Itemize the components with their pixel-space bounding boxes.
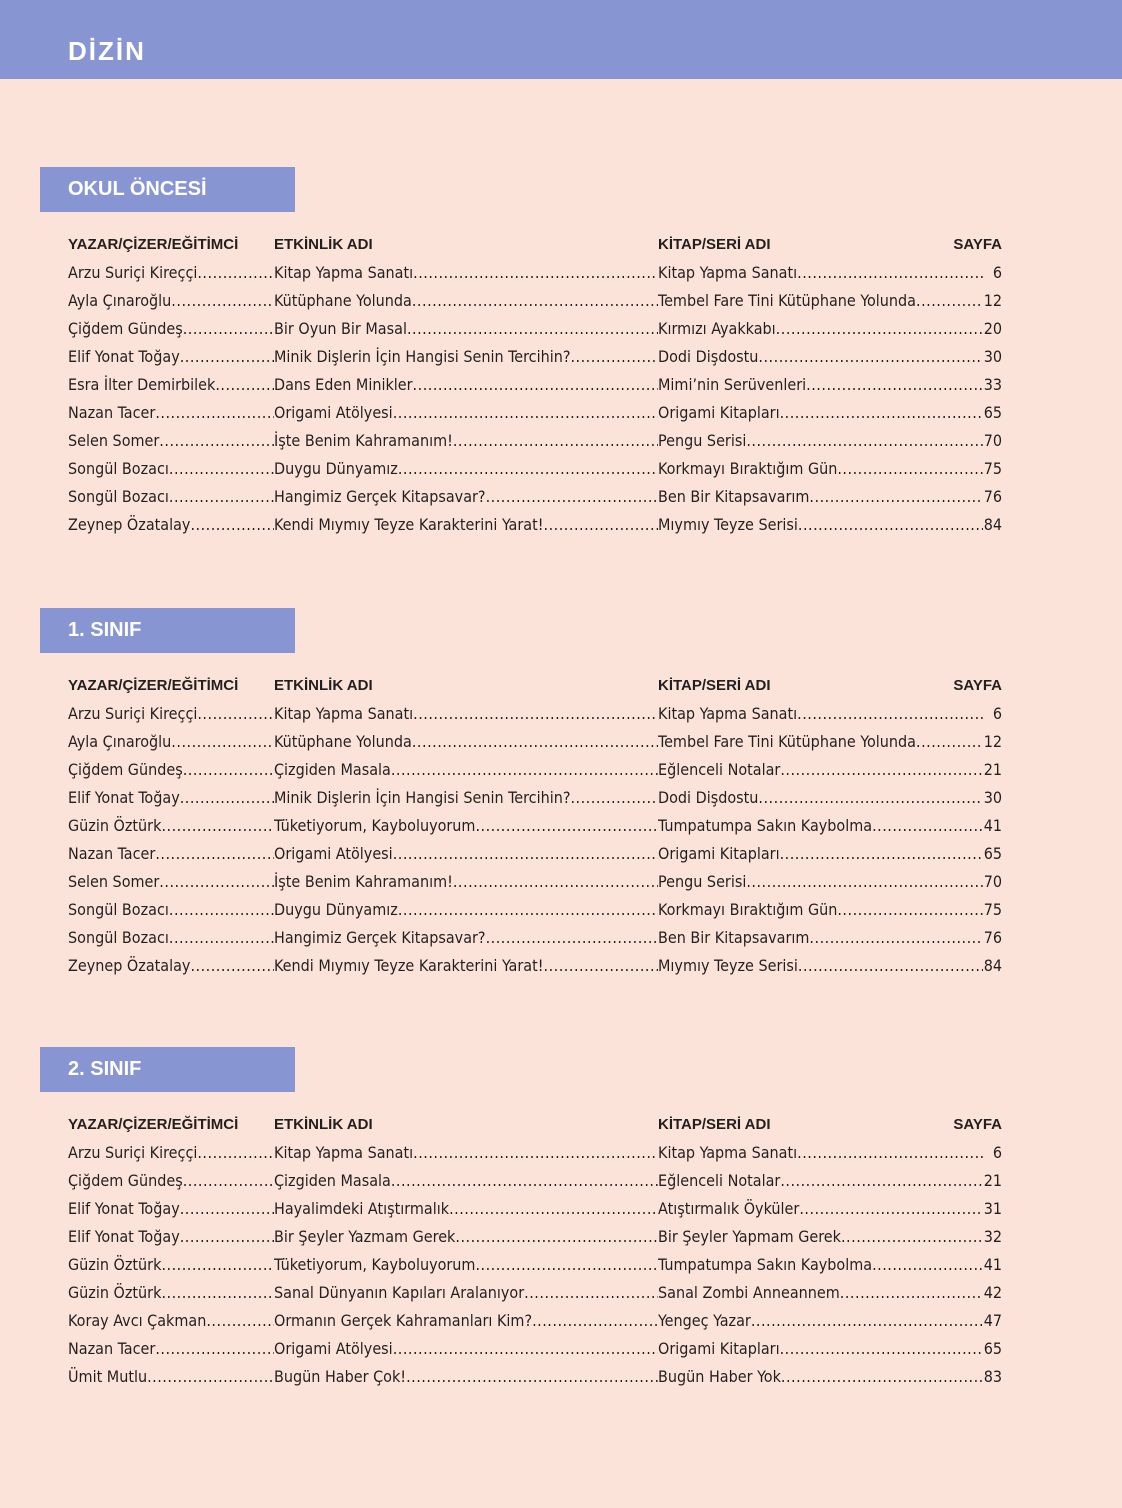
header-bar	[0, 0, 1122, 79]
cell-book: Yengeç Yazar .....	[658, 1307, 983, 1335]
cell-book: Kitap Yapma Sanatı .....	[658, 1139, 983, 1167]
cell-page: 6	[992, 1143, 1002, 1162]
cell-activity: Duygu Dünyamız .....	[274, 896, 658, 924]
column-header-page: SAYFA	[953, 236, 1002, 253]
table-row	[68, 952, 1002, 980]
cell-activity: Minik Dişlerin İçin Hangisi Senin Tercihin? .....	[274, 343, 658, 371]
table-row	[68, 1167, 1002, 1195]
table-row	[68, 1363, 1002, 1391]
cell-page: 65	[983, 1339, 1002, 1358]
cell-author: Esra İlter Demirbilek .....	[68, 371, 274, 399]
cell-book: Mıymıy Teyze Serisi .....	[658, 511, 983, 539]
cell-author: Songül Bozacı .....	[68, 455, 274, 483]
cell-page: 42	[983, 1283, 1002, 1302]
column-header-author: YAZAR/ÇİZER/EĞİTİMCİ	[68, 236, 239, 253]
table-row	[68, 343, 1002, 371]
cell-author: Arzu Suriçi Kireççi .....	[68, 1139, 274, 1167]
cell-author: Selen Somer .....	[68, 868, 274, 896]
index-table	[68, 1111, 1002, 1391]
cell-author: Elif Yonat Toğay .....	[68, 343, 274, 371]
table-row	[68, 399, 1002, 427]
cell-book: Bir Şeyler Yapmam Gerek .....	[658, 1223, 983, 1251]
column-header-activity: ETKİNLİK ADI	[274, 677, 373, 694]
table-row	[68, 315, 1002, 343]
cell-activity: Kütüphane Yolunda .....	[274, 287, 658, 315]
cell-book: Korkmayı Bıraktığım Gün .....	[658, 896, 983, 924]
cell-author: Çiğdem Gündeş .....	[68, 756, 274, 784]
cell-author: Arzu Suriçi Kireççi .....	[68, 700, 274, 728]
table-row	[68, 1251, 1002, 1279]
cell-page: 75	[983, 900, 1002, 919]
cell-author: Songül Bozacı .....	[68, 924, 274, 952]
table-row	[68, 784, 1002, 812]
cell-book: Tembel Fare Tini Kütüphane Yolunda .....	[658, 728, 983, 756]
cell-author: Songül Bozacı .....	[68, 896, 274, 924]
table-row	[68, 868, 1002, 896]
cell-page: 31	[983, 1199, 1002, 1218]
cell-page: 65	[983, 403, 1002, 422]
page-title: DİZİN	[68, 36, 146, 66]
cell-book: Origami Kitapları .....	[658, 399, 983, 427]
cell-activity: Bugün Haber Çok! .....	[274, 1363, 658, 1391]
table-row	[68, 1335, 1002, 1363]
cell-author: Ümit Mutlu .....	[68, 1363, 274, 1391]
cell-page: 6	[992, 704, 1002, 723]
cell-author: Koray Avcı Çakman .....	[68, 1307, 274, 1335]
cell-activity: Kendi Mıymıy Teyze Karakterini Yarat! .....	[274, 952, 658, 980]
cell-activity: Minik Dişlerin İçin Hangisi Senin Tercihin? .....	[274, 784, 658, 812]
cell-page: 30	[983, 347, 1002, 366]
cell-page: 47	[983, 1311, 1002, 1330]
cell-book: Tumpatumpa Sakın Kaybolma .....	[658, 812, 983, 840]
cell-author: Çiğdem Gündeş .....	[68, 315, 274, 343]
cell-author: Songül Bozacı .....	[68, 483, 274, 511]
table-row	[68, 287, 1002, 315]
cell-book: Kitap Yapma Sanatı .....	[658, 700, 983, 728]
cell-page: 75	[983, 459, 1002, 478]
column-header-author: YAZAR/ÇİZER/EĞİTİMCİ	[68, 677, 239, 694]
cell-page: 84	[983, 515, 1002, 534]
cell-book: Eğlenceli Notalar .....	[658, 756, 983, 784]
cell-author: Elif Yonat Toğay .....	[68, 1195, 274, 1223]
column-header-book: KİTAP/SERİ ADI	[658, 236, 771, 253]
cell-page: 12	[983, 732, 1002, 751]
cell-book: Origami Kitapları .....	[658, 1335, 983, 1363]
cell-author: Elif Yonat Toğay .....	[68, 784, 274, 812]
cell-activity: Kütüphane Yolunda .....	[274, 728, 658, 756]
cell-activity: Duygu Dünyamız .....	[274, 455, 658, 483]
cell-book: Tembel Fare Tini Kütüphane Yolunda .....	[658, 287, 983, 315]
column-header-activity: ETKİNLİK ADI	[274, 1116, 373, 1133]
cell-activity: Origami Atölyesi .....	[274, 840, 658, 868]
cell-book: Mıymıy Teyze Serisi .....	[658, 952, 983, 980]
cell-author: Çiğdem Gündeş .....	[68, 1167, 274, 1195]
table-row	[68, 1307, 1002, 1335]
table-row	[68, 259, 1002, 287]
cell-book: Ben Bir Kitapsavarım .....	[658, 483, 983, 511]
index-table	[68, 672, 1002, 980]
cell-book: Kırmızı Ayakkabı .....	[658, 315, 983, 343]
cell-activity: Tüketiyorum, Kayboluyorum .....	[274, 812, 658, 840]
cell-activity: Origami Atölyesi .....	[274, 1335, 658, 1363]
cell-page: 6	[992, 263, 1002, 282]
cell-page: 21	[983, 760, 1002, 779]
cell-activity: Kitap Yapma Sanatı .....	[274, 259, 658, 287]
cell-book: Pengu Serisi .....	[658, 868, 983, 896]
cell-author: Nazan Tacer .....	[68, 1335, 274, 1363]
cell-page: 12	[983, 291, 1002, 310]
cell-author: Güzin Öztürk .....	[68, 812, 274, 840]
cell-activity: Hangimiz Gerçek Kitapsavar? .....	[274, 924, 658, 952]
column-header-activity: ETKİNLİK ADI	[274, 236, 373, 253]
cell-author: Selen Somer .....	[68, 427, 274, 455]
cell-page: 70	[983, 872, 1002, 891]
cell-book: Dodi Dişdostu .....	[658, 343, 983, 371]
cell-book: Eğlenceli Notalar .....	[658, 1167, 983, 1195]
cell-activity: Sanal Dünyanın Kapıları Aralanıyor .....	[274, 1279, 658, 1307]
cell-author: Güzin Öztürk .....	[68, 1279, 274, 1307]
cell-activity: Kitap Yapma Sanatı .....	[274, 700, 658, 728]
cell-book: Dodi Dişdostu .....	[658, 784, 983, 812]
column-header-page: SAYFA	[953, 1116, 1002, 1133]
cell-book: Sanal Zombi Anneannem .....	[658, 1279, 983, 1307]
table-header-row	[68, 672, 1002, 700]
cell-page: 76	[983, 487, 1002, 506]
cell-author: Arzu Suriçi Kireççi .....	[68, 259, 274, 287]
cell-activity: Bir Oyun Bir Masal .....	[274, 315, 658, 343]
cell-book: Korkmayı Bıraktığım Gün .....	[658, 455, 983, 483]
cell-book: Kitap Yapma Sanatı .....	[658, 259, 983, 287]
cell-activity: Çizgiden Masala .....	[274, 1167, 658, 1195]
table-row	[68, 924, 1002, 952]
table-row	[68, 1195, 1002, 1223]
cell-activity: İşte Benim Kahramanım! .....	[274, 868, 658, 896]
cell-book: Bugün Haber Yok .....	[658, 1363, 983, 1391]
table-row	[68, 511, 1002, 539]
table-header-row	[68, 1111, 1002, 1139]
cell-author: Elif Yonat Toğay .....	[68, 1223, 274, 1251]
cell-page: 32	[983, 1227, 1002, 1246]
table-row	[68, 700, 1002, 728]
table-row	[68, 812, 1002, 840]
cell-activity: Çizgiden Masala .....	[274, 756, 658, 784]
cell-page: 33	[983, 375, 1002, 394]
cell-book: Pengu Serisi .....	[658, 427, 983, 455]
table-row	[68, 1223, 1002, 1251]
table-row	[68, 427, 1002, 455]
cell-book: Atıştırmalık Öyküler .....	[658, 1195, 983, 1223]
cell-activity: Hangimiz Gerçek Kitapsavar? .....	[274, 483, 658, 511]
cell-page: 83	[983, 1367, 1002, 1386]
cell-activity: Kitap Yapma Sanatı .....	[274, 1139, 658, 1167]
cell-author: Ayla Çınaroğlu .....	[68, 287, 274, 315]
cell-activity: Hayalimdeki Atıştırmalık .....	[274, 1195, 658, 1223]
cell-page: 21	[983, 1171, 1002, 1190]
cell-page: 41	[983, 816, 1002, 835]
table-row	[68, 756, 1002, 784]
column-header-book: KİTAP/SERİ ADI	[658, 1116, 771, 1133]
cell-author: Nazan Tacer .....	[68, 840, 274, 868]
table-row	[68, 455, 1002, 483]
cell-page: 84	[983, 956, 1002, 975]
section-title: OKUL ÖNCESİ	[40, 167, 295, 212]
cell-book: Ben Bir Kitapsavarım .....	[658, 924, 983, 952]
index-table	[68, 231, 1002, 539]
section-title: 1. SINIF	[40, 608, 295, 653]
cell-page: 20	[983, 319, 1002, 338]
table-row	[68, 896, 1002, 924]
cell-page: 41	[983, 1255, 1002, 1274]
cell-book: Origami Kitapları .....	[658, 840, 983, 868]
column-header-author: YAZAR/ÇİZER/EĞİTİMCİ	[68, 1116, 239, 1133]
table-row	[68, 371, 1002, 399]
cell-author: Nazan Tacer .....	[68, 399, 274, 427]
cell-activity: Tüketiyorum, Kayboluyorum .....	[274, 1251, 658, 1279]
cell-activity: İşte Benim Kahramanım! .....	[274, 427, 658, 455]
table-row	[68, 1139, 1002, 1167]
table-row	[68, 1279, 1002, 1307]
cell-activity: Dans Eden Minikler .....	[274, 371, 658, 399]
table-row	[68, 728, 1002, 756]
cell-page: 76	[983, 928, 1002, 947]
column-header-page: SAYFA	[953, 677, 1002, 694]
column-header-book: KİTAP/SERİ ADI	[658, 677, 771, 694]
cell-page: 70	[983, 431, 1002, 450]
section-title: 2. SINIF	[40, 1047, 295, 1092]
cell-book: Tumpatumpa Sakın Kaybolma .....	[658, 1251, 983, 1279]
cell-page: 30	[983, 788, 1002, 807]
cell-activity: Kendi Mıymıy Teyze Karakterini Yarat! .....	[274, 511, 658, 539]
cell-book: Mimi’nin Serüvenleri .....	[658, 371, 983, 399]
table-header-row	[68, 231, 1002, 259]
cell-author: Zeynep Özatalay .....	[68, 511, 274, 539]
table-row	[68, 840, 1002, 868]
cell-author: Güzin Öztürk .....	[68, 1251, 274, 1279]
cell-author: Zeynep Özatalay .....	[68, 952, 274, 980]
cell-page: 65	[983, 844, 1002, 863]
cell-activity: Ormanın Gerçek Kahramanları Kim? .....	[274, 1307, 658, 1335]
cell-author: Ayla Çınaroğlu .....	[68, 728, 274, 756]
table-row	[68, 483, 1002, 511]
cell-activity: Origami Atölyesi .....	[274, 399, 658, 427]
cell-activity: Bir Şeyler Yazmam Gerek .....	[274, 1223, 658, 1251]
